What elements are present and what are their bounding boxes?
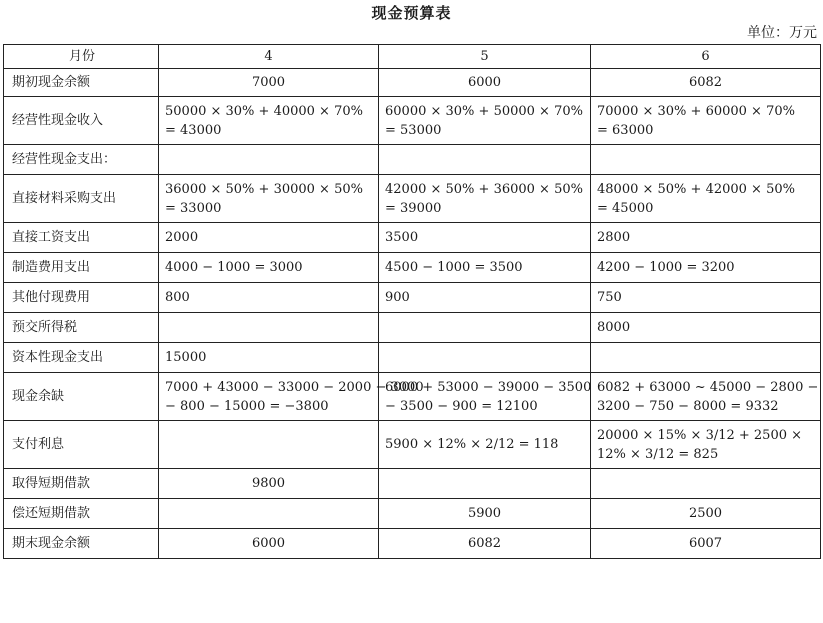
table-row bbox=[4, 313, 821, 343]
cell-month-6 bbox=[591, 283, 821, 313]
cell-month-4 bbox=[159, 253, 379, 283]
cell-month-6 bbox=[591, 469, 821, 499]
table-row bbox=[4, 373, 821, 421]
row-label: 经营性现金收入 bbox=[4, 97, 159, 145]
row-label: 取得短期借款 bbox=[4, 469, 159, 499]
cell-month-5 bbox=[379, 529, 591, 559]
row-label: 偿还短期借款 bbox=[4, 499, 159, 529]
cell-line: 8000 bbox=[597, 320, 631, 335]
row-label: 直接工资支出 bbox=[4, 223, 159, 253]
table-row bbox=[4, 223, 821, 253]
table-row bbox=[4, 69, 821, 97]
cell-line: 50000 × 30% + 40000 × 70% bbox=[165, 103, 363, 119]
table-row bbox=[4, 253, 821, 283]
cell-month-6 bbox=[591, 69, 821, 97]
row-label: 资本性现金支出 bbox=[4, 343, 159, 373]
cell-month-4 bbox=[159, 421, 379, 469]
cell-month-6 bbox=[591, 145, 821, 175]
cell-month-5 bbox=[379, 97, 591, 145]
cell-month-6 bbox=[591, 529, 821, 559]
table-row bbox=[4, 469, 821, 499]
cell-line: 6082 bbox=[467, 536, 502, 551]
cell-line: 36000 × 50% + 30000 × 50% bbox=[165, 181, 363, 197]
cell-line: = 53000 bbox=[385, 122, 442, 138]
cell-month-6 bbox=[591, 223, 821, 253]
cell-month-5 bbox=[379, 343, 591, 373]
header-month-5: 5 bbox=[379, 45, 591, 69]
cell-month-5 bbox=[379, 145, 591, 175]
cell-month-5 bbox=[379, 499, 591, 529]
table-title: 现金预算表 bbox=[371, 4, 452, 22]
table-row bbox=[4, 175, 821, 223]
cell-month-6 bbox=[591, 313, 821, 343]
row-label: 制造费用支出 bbox=[4, 253, 159, 283]
cell-line: 6000 bbox=[467, 75, 502, 90]
cell-month-5 bbox=[379, 469, 591, 499]
header-month-4: 4 bbox=[159, 45, 379, 69]
cell-line: = 43000 bbox=[165, 122, 222, 138]
cell-month-4 bbox=[159, 373, 424, 421]
table-row bbox=[4, 97, 821, 145]
table-row bbox=[4, 529, 821, 559]
cell-line: 6000 + 53000 − 39000 − 3500 bbox=[385, 379, 592, 395]
header-row bbox=[4, 45, 821, 69]
cell-line: 2800 bbox=[597, 230, 631, 245]
cell-month-5 bbox=[379, 175, 591, 223]
cell-line: 9800 bbox=[251, 476, 286, 491]
cell-line: 70000 × 30% + 60000 × 70% bbox=[597, 103, 795, 119]
cell-month-4 bbox=[159, 499, 379, 529]
cell-line: − 3500 − 900 = 12100 bbox=[385, 398, 538, 414]
unit-label: 单位：万元 bbox=[747, 25, 817, 41]
cell-line: 3500 bbox=[385, 230, 419, 245]
row-label: 期初现金余额 bbox=[4, 69, 159, 97]
cell-line: 12% × 3/12 = 825 bbox=[597, 446, 719, 462]
cell-month-4 bbox=[159, 175, 379, 223]
cell-month-4 bbox=[159, 145, 379, 175]
cell-month-6 bbox=[591, 343, 821, 373]
cell-line: 7000 + 43000 − 33000 − 2000 − 3000 bbox=[165, 379, 424, 395]
cell-month-6 bbox=[591, 499, 821, 529]
cell-line: 48000 × 50% + 42000 × 50% bbox=[597, 181, 795, 197]
cell-month-6 bbox=[591, 175, 821, 223]
cell-month-5 bbox=[379, 69, 591, 97]
row-label: 其他付现费用 bbox=[4, 283, 159, 313]
row-label: 现金余缺 bbox=[4, 373, 159, 421]
cell-line: 750 bbox=[597, 290, 622, 305]
cell-line: = 33000 bbox=[165, 200, 222, 216]
cell-month-5 bbox=[379, 313, 591, 343]
cell-line: 15000 bbox=[165, 350, 207, 365]
cell-month-5 bbox=[379, 253, 591, 283]
header-month-label: 月份 bbox=[4, 45, 159, 69]
table-row bbox=[4, 499, 821, 529]
cell-line: 900 bbox=[385, 290, 410, 305]
cell-month-6 bbox=[591, 97, 821, 145]
cell-month-4 bbox=[159, 69, 379, 97]
cell-line: 2000 bbox=[165, 230, 199, 245]
table-row bbox=[4, 145, 821, 175]
cell-line: = 39000 bbox=[385, 200, 442, 216]
cell-line: 3200 − 750 − 8000 = 9332 bbox=[597, 398, 779, 414]
cell-line: 4000 − 1000 = 3000 bbox=[165, 260, 303, 275]
row-label: 直接材料采购支出 bbox=[4, 175, 159, 223]
cell-line: 2500 bbox=[688, 506, 723, 521]
row-label: 经营性现金支出： bbox=[4, 145, 159, 175]
cell-line: = 63000 bbox=[597, 122, 654, 138]
cell-line: 800 bbox=[165, 290, 190, 305]
cell-month-5 bbox=[379, 223, 591, 253]
cell-month-5 bbox=[379, 283, 591, 313]
cell-line: 60000 × 30% + 50000 × 70% bbox=[385, 103, 583, 119]
cell-month-4 bbox=[159, 313, 379, 343]
table-row bbox=[4, 421, 821, 469]
cell-line: 6082 + 63000 ~ 45000 − 2800 − bbox=[597, 379, 819, 395]
cell-line: 5900 bbox=[467, 506, 502, 521]
table-row bbox=[4, 283, 821, 313]
row-label: 支付利息 bbox=[4, 421, 159, 469]
cell-month-6 bbox=[591, 421, 821, 469]
table-row bbox=[4, 343, 821, 373]
header-month-6: 6 bbox=[591, 45, 821, 69]
cell-line: 20000 × 15% × 3/12 + 2500 × bbox=[597, 427, 803, 443]
row-label: 预交所得税 bbox=[4, 313, 159, 343]
cell-month-4 bbox=[159, 97, 379, 145]
cash-budget-table bbox=[3, 44, 821, 559]
cell-line: = 45000 bbox=[597, 200, 654, 216]
cell-month-4 bbox=[159, 529, 379, 559]
cell-line: 6007 bbox=[688, 536, 723, 551]
cell-month-6 bbox=[591, 373, 821, 421]
row-label: 期末现金余额 bbox=[4, 529, 159, 559]
cell-month-5 bbox=[379, 421, 591, 469]
cell-month-4 bbox=[159, 469, 379, 499]
cell-month-4 bbox=[159, 283, 379, 313]
cell-month-4 bbox=[159, 343, 379, 373]
cell-line: 7000 bbox=[251, 75, 286, 90]
cell-line: 5900 × 12% × 2/12 = 118 bbox=[385, 437, 559, 452]
cell-line: 6000 bbox=[251, 536, 286, 551]
cell-month-5 bbox=[379, 373, 591, 421]
cell-month-4 bbox=[159, 223, 379, 253]
cell-line: 42000 × 50% + 36000 × 50% bbox=[385, 181, 583, 197]
cell-month-6 bbox=[591, 253, 821, 283]
cell-line: − 800 − 15000 = −3800 bbox=[165, 398, 329, 414]
cell-line: 4200 − 1000 = 3200 bbox=[597, 260, 735, 275]
cell-line: 4500 − 1000 = 3500 bbox=[385, 260, 523, 275]
cell-line: 6082 bbox=[688, 75, 723, 90]
